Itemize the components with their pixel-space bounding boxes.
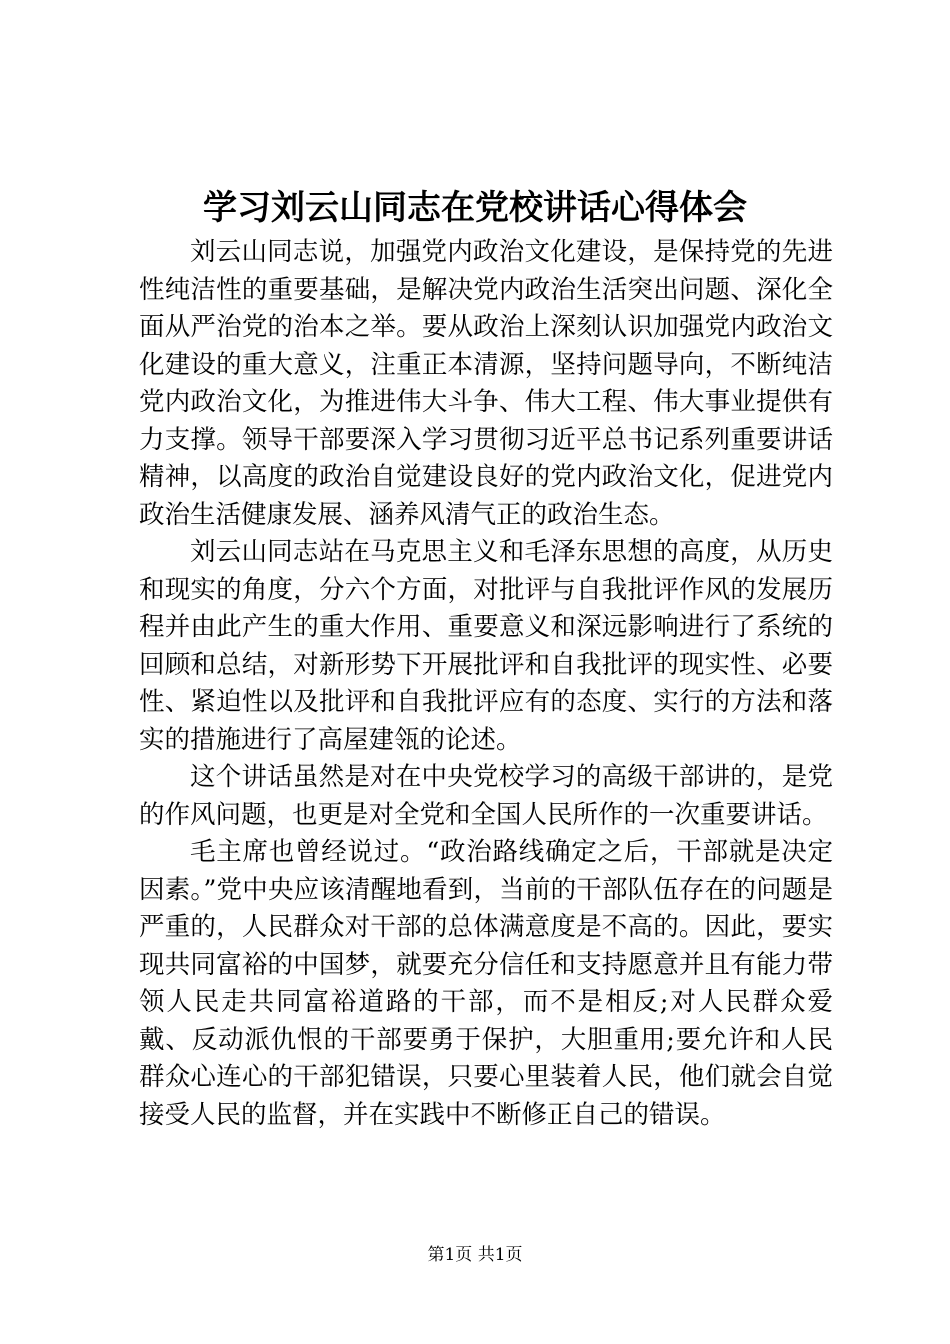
page-footer: 第1页 共1页 [427,1245,523,1265]
paragraph: 这个讲话虽然是对在中央党校学习的高级干部讲的，是党的作风问题，也更是对全党和全国人民所作的一次重要讲话。 [139,762,833,830]
document-body [139,234,833,1134]
document-title: 学习刘云山同志在党校讲话心得体会 [203,188,747,228]
paragraph: 刘云山同志说，加强党内政治文化建设，是保持党的先进性纯洁性的重要基础，是解决党内政治生活突出问题、深化全面从严治党的治本之举。要从政治上深刻认识加强党内政治文化建设的重大意义，注重正本清源，坚持问题导向，不断纯洁党内政治文化，为推进伟大斗争、伟大工程、伟大事业提供有力支撑。领导干部要深入学习贯彻习近平总书记系列重要讲话精神，以高度的政治自觉建设良好的党内政治文化，促进党内政治生活健康发展、涵养风清气正的政治生态。 [139,237,833,530]
paragraph: 刘云山同志站在马克思主义和毛泽东思想的高度，从历史和现实的角度，分六个方面，对批评与自我批评作风的发展历程并由此产生的重大作用、重要意义和深远影响进行了系统的回顾和总结，对新形势下开展批评和自我批评的现实性、必要性、紧迫性以及批评和自我批评应有的态度、实行的方法和落实的措施进行了高屋建瓴的论述。 [139,537,833,755]
paragraph: 毛主席也曾经说过。“政治路线确定之后，干部就是决定因素。”党中央应该清醒地看到，当前的干部队伍存在的问题是严重的，人民群众对干部的总体满意度是不高的。因此，要实现共同富裕的中国梦，就要充分信任和支持愿意并且有能力带领人民走共同富裕道路的干部，而不是相反;对人民群众爱戴、反动派仇恨的干部要勇于保护，大胆重用;要允许和人民群众心连心的干部犯错误，只要心里装着人民，他们就会自觉接受人民的监督，并在实践中不断修正自己的错误。 [139,837,833,1130]
